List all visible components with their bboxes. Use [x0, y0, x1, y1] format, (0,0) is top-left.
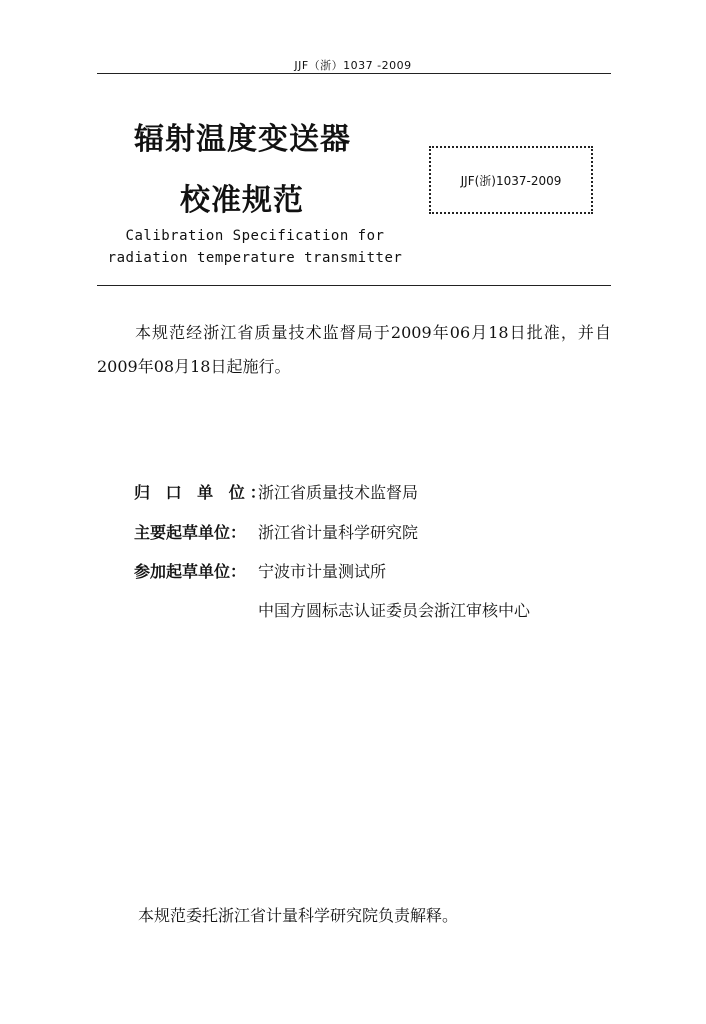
main-drafter-label: 主要起草单位： — [134, 523, 247, 542]
participant-value-1: 宁波市计量测试所 — [258, 562, 387, 581]
standard-code-header: JJF（浙）1037 -2009 — [294, 59, 412, 72]
english-title-line1: Calibration Specification for — [125, 228, 385, 244]
participant-value-2: 中国方圆标志认证委员会浙江审核中心 — [258, 601, 531, 620]
document-subtitle: 校准规范 — [180, 183, 304, 218]
standard-code-box — [429, 146, 593, 214]
participant-label: 参加起草单位： — [134, 562, 247, 581]
title-divider — [97, 285, 611, 286]
document-title: 辐射温度变送器 — [134, 122, 351, 157]
responsible-unit-label: 归 口 单 位： — [134, 483, 271, 502]
english-title-line2: radiation temperature transmitter — [107, 250, 403, 266]
main-drafter-value: 浙江省计量科学研究院 — [258, 523, 419, 542]
main-drafter-row — [134, 518, 418, 548]
responsible-unit-value: 浙江省质量技术监督局 — [258, 483, 419, 502]
responsible-unit-row — [134, 478, 418, 508]
standard-code-box-text: JJF(浙)1037-2009 — [460, 173, 562, 188]
interpretation-note: 本规范委托浙江省计量科学研究院负责解释。 — [138, 906, 459, 925]
participant-row — [134, 557, 386, 587]
approval-statement: 本规范经浙江省质量技术监督局于2009年06月18日批准，并自2009年08月18日起施行。 — [97, 323, 611, 376]
top-divider — [97, 73, 611, 74]
